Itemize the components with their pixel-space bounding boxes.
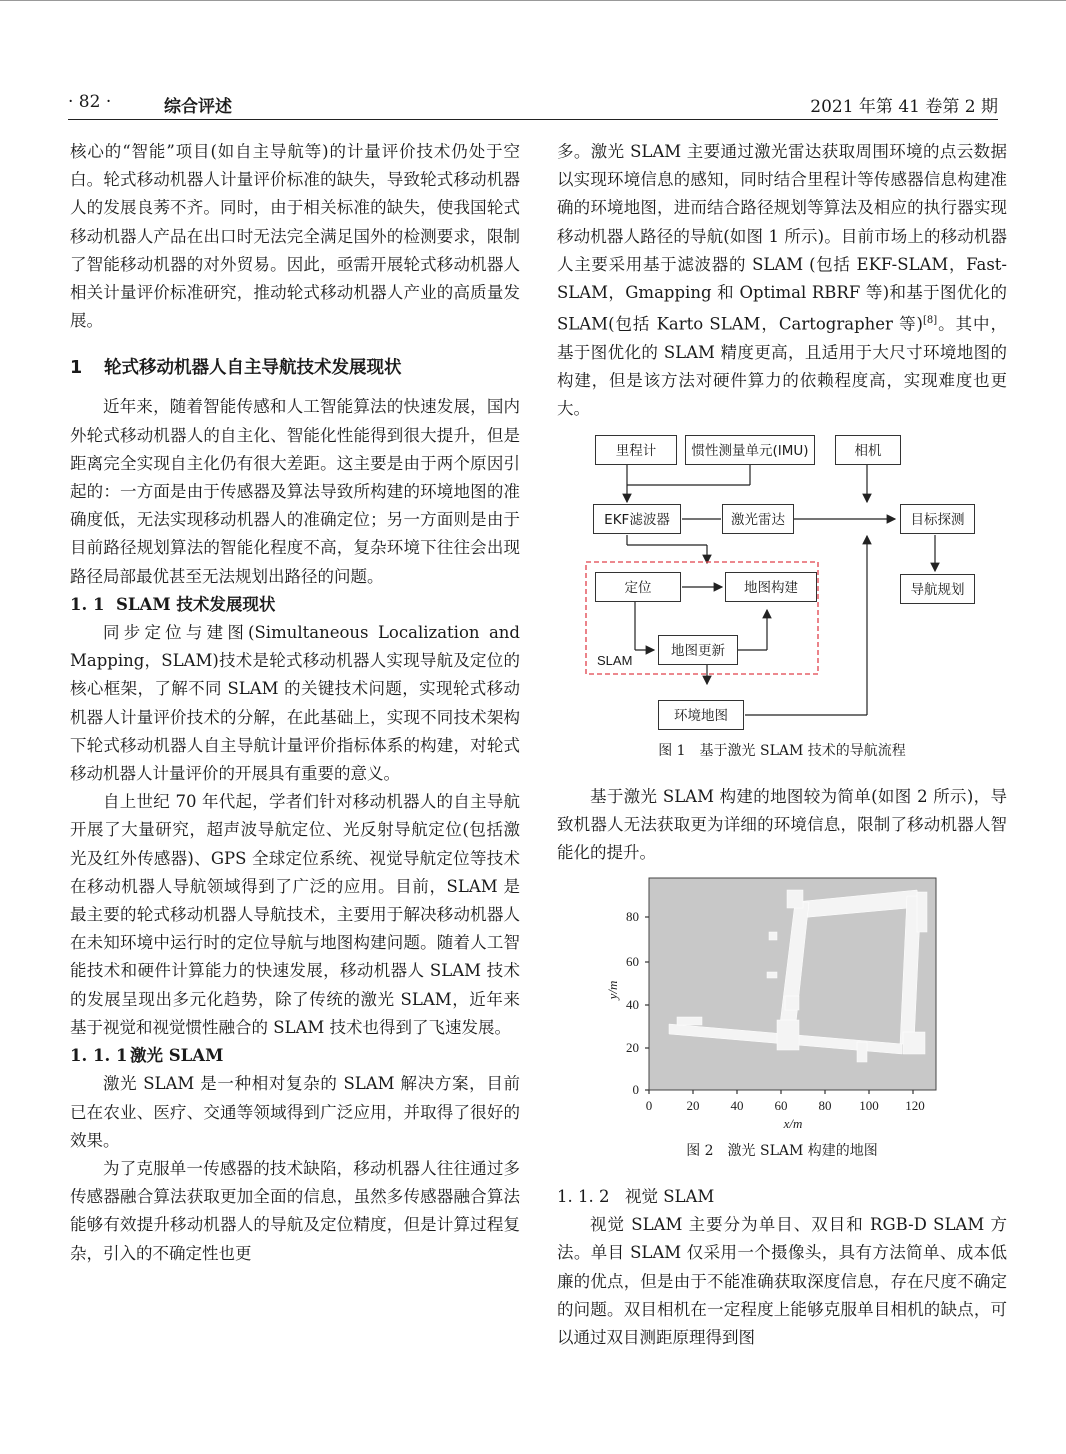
right-column-top [557, 138, 1007, 424]
subsubsection-heading [557, 1183, 1007, 1211]
paragraph: 为了克服单一传感器的技术缺陷，移动机器人往往通过多传感器融合算法获取更加全面的信息，虽然多传感器融合算法能够有效提升移动机器人的导航及定位精度，但是计算过程复杂，引入的不确定性也更 [70, 1158, 520, 1263]
map-update-node: 地图更新 [658, 635, 738, 665]
x-tick-label: 80 [818, 1098, 832, 1113]
left-column [70, 138, 520, 1268]
paragraph [557, 138, 1007, 424]
y-tick-label: 60 [626, 954, 639, 969]
paragraph: 同步定位与建图(Simultaneous Localization and Mapping，SLAM)技术是轮式移动机器人实现导航及定位的核心框架，了解不同 SLAM 的关键技术问题，实现轮式移动机器人计量评价技术的分解，在此基础上，实现不同技术架构下轮式移动机器人自主导航计量评价指标体系的构建，对轮式移动机器人计量评价的开展具有重要的意义。 [70, 623, 520, 784]
odometer-node: 里程计 [595, 435, 677, 465]
section-heading [70, 353, 520, 383]
top-border [0, 0, 1066, 1]
imu-node: 惯性测量单元(IMU) [685, 435, 815, 465]
section-heading-text: 轮式移动机器人自主导航技术发展现状 [104, 358, 402, 379]
subsubsection-number: 1. 1. 1 [70, 1046, 128, 1066]
paragraph: 视觉 SLAM 主要分为单目、双目和 RGB-D SLAM 方法。单目 SLAM 仅采用一个摄像头，具有方法简单、成本低廉的优点，但是由于不能准确获取深度信息，存在尺度不确定的问题。双目相机在一定程度上能够克服单目相机的缺点，可以通过双目测距原理得到图 [557, 1215, 1007, 1348]
figure-2-caption: 图 2 激光 SLAM 构建的地图 [686, 1143, 878, 1159]
figure-2 [557, 872, 1007, 1167]
x-tick-label: 60 [774, 1098, 788, 1113]
paragraph-text: 。其中，基于图优化的 SLAM 精度更高，且适用于大尺寸环境地图的构建，但是该方法对硬件算力的依赖程度高，实现难度也更大。 [557, 314, 1007, 419]
paragraph: 激光 SLAM 是一种相对复杂的 SLAM 解决方案，目前已在农业、医疗、交通等领域得到广泛应用，并取得了很好的效果。 [70, 1074, 520, 1150]
y-tick-label: 40 [626, 997, 639, 1012]
figure-1 [557, 425, 1007, 765]
figure-1-caption: 图 1 基于激光 SLAM 技术的导航流程 [658, 743, 906, 759]
paragraph: 近年来，随着智能传感和人工智能算法的快速发展，国内外轮式移动机器人的自主化、智能化性能得到很大提升，但是距离完全实现自主化仍有很大差距。这主要是由于两个原因引起的：一方面是由于传感器及算法导致所构建的环境地图的准确度低，无法实现移动机器人的准确定位；另一方面则是由于目前路径规划算法的智能化程度不高，复杂环境下往往会出现路径局部最优甚至无法规划出路径的问题。 [70, 397, 520, 586]
y-tick-label: 0 [632, 1082, 639, 1097]
paragraph-text: 多。激光 SLAM 主要通过激光雷达获取周围环境的点云数据以实现环境信息的感知，同时结合里程计等传感器信息构建准确的环境地图，进而结合路径规划等算法及相应的执行器实现移动机器人路径的导航(如图 1 所示)。目前市场上的移动机器人主要采用基于滤波器的 SLAM (包括 EKF-SLAM，Fast-SLAM，Gmapping 和 Optimal RBRF 等)和基于图优化的 SLAM(包括 Karto SLAM，Cartographer 等) [557, 142, 1007, 334]
header-rule [68, 119, 998, 120]
subsection-number: 1. 1 [70, 594, 105, 614]
paragraph: 核心的“智能”项目(如自主导航等)的计量评价技术仍处于空白。轮式移动机器人计量评价标准的缺失，导致轮式移动机器人的发展良莠不齐。同时，由于相关标准的缺失，使我国轮式移动机器人产品在出口时无法完全满足国外的检测要求，限制了智能移动机器的对外贸易。因此，亟需开展轮式移动机器人相关计量评价标准研究，推动轮式移动机器人产业的高质量发展。 [70, 142, 520, 331]
subsection-heading-text: SLAM 技术发展现状 [116, 594, 276, 614]
y-tick-label: 20 [626, 1040, 639, 1055]
issue-info: 2021 年第 41 卷第 2 期 [810, 97, 998, 117]
right-column-bottom [557, 1183, 1007, 1352]
y-axis-label: y/m [605, 980, 620, 1000]
camera-node: 相机 [835, 435, 901, 465]
target-node: 目标探测 [900, 504, 975, 534]
subsection-heading [70, 591, 520, 619]
x-tick-label: 120 [905, 1098, 925, 1113]
right-column-mid [557, 783, 1007, 868]
citation-ref: [8] [923, 315, 938, 327]
section-number: 1 [70, 358, 83, 379]
x-axis-label: x/m [783, 1116, 803, 1131]
x-tick-label: 40 [730, 1098, 744, 1113]
paragraph: 自上世纪 70 年代起，学者们针对移动机器人的自主导航开展了大量研究，超声波导航定位、光反射导航定位(包括激光及红外传感器)、GPS 全球定位系统、视觉导航定位等技术在移动机器人导航领域得到了广泛的应用。目前，SLAM 是最主要的轮式移动机器人导航技术，主要用于解决移动机器人在未知环境中运行时的定位导航与地图构建问题。随着人工智能技术和硬件计算能力的快速发展，移动机器人 SLAM 技术的发展呈现出多元化趋势，除了传统的激光 SLAM，近年来基于视觉和视觉惯性融合的 SLAM 技术也得到了飞速发展。 [70, 792, 520, 1037]
x-tick-label: 20 [686, 1098, 700, 1113]
env-map-node: 环境地图 [658, 700, 744, 730]
ekf-node: EKF滤波器 [593, 504, 681, 534]
y-tick-label: 80 [626, 909, 639, 924]
localization-node: 定位 [595, 572, 681, 602]
nav-node: 导航规划 [900, 574, 975, 604]
section-title: 综合评述 [164, 97, 232, 117]
page-header [68, 92, 998, 122]
subsubsection-number: 1. 1. 2 [557, 1187, 610, 1206]
subsubsection-heading-text: 视觉 SLAM [625, 1187, 715, 1206]
slam-group-label: SLAM [597, 653, 633, 668]
lidar-node: 激光雷达 [722, 504, 794, 534]
x-tick-label: 100 [859, 1098, 879, 1113]
subsubsection-heading-text: 激光 SLAM [130, 1046, 224, 1066]
page-number: · 82 · [68, 92, 112, 112]
paragraph: 基于激光 SLAM 构建的地图较为简单(如图 2 所示)，导致机器人无法获取更为详细的环境信息，限制了移动机器人智能化的提升。 [557, 787, 1007, 863]
x-tick-label: 0 [645, 1098, 653, 1113]
mapping-node: 地图构建 [725, 572, 817, 602]
subsubsection-heading [70, 1042, 520, 1070]
laser-map-plot [557, 872, 1007, 1137]
